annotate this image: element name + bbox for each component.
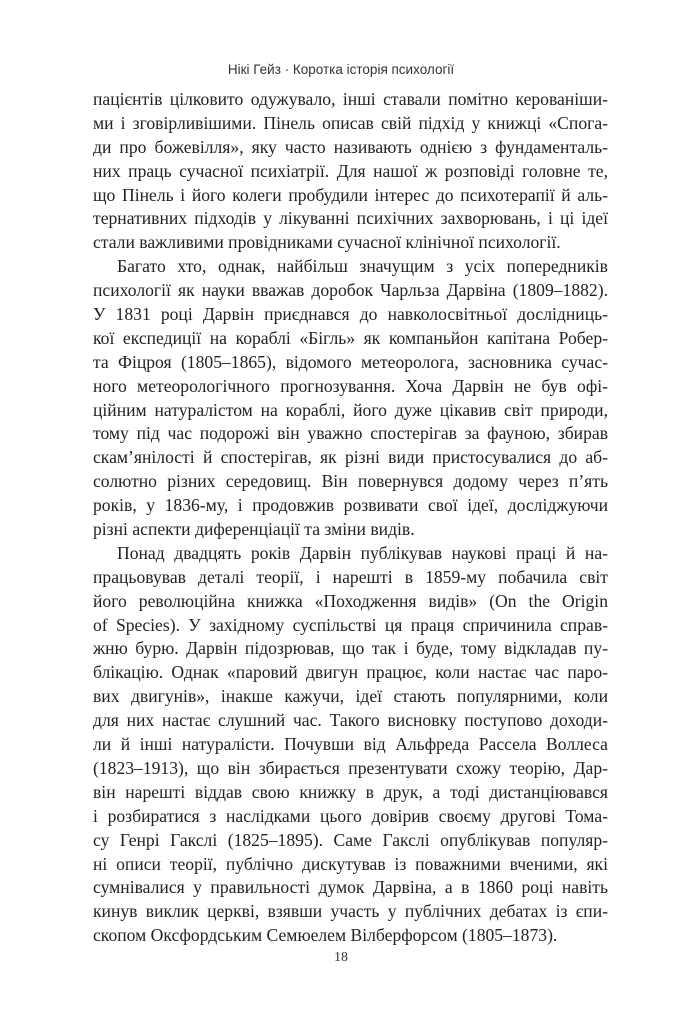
text-line: ні описи теорії, публічно дискутував із поважними вченими, які — [93, 853, 608, 874]
text-line: солютно різних середовищ. Він повернувся додому через п’ять — [93, 471, 608, 492]
running-header: Нікі Гейз · Коротка історія психології — [227, 62, 455, 77]
text-line: вих двигунів», інакше кажучи, ідеї стають популярними, коли — [93, 686, 608, 707]
text-line: кинув виклик церкві, взявши участь у публічних дебатах із єпи- — [93, 901, 608, 922]
text-line: кої експедиції на кораблі «Бігль» як компаньйон капітана Робер- — [93, 327, 608, 348]
text-line: для них настає слушний час. Такого висновку поступово доходи- — [93, 710, 608, 731]
text-line: стали важливими провідниками сучасної клінічної психології. — [93, 232, 561, 253]
paragraph — [93, 542, 608, 948]
text-line: різні аспекти диференціації та зміни видів. — [93, 519, 415, 540]
text-line: жню бурю. Дарвін підозрював, що так і буде, тому відкладав пу- — [93, 638, 608, 659]
paragraph — [93, 255, 608, 542]
text-line: Багато хто, однак, найбільш значущим з усіх попередників — [117, 256, 608, 277]
text-line: років, у 1836-му, і продовжив розвивати свої ідеї, досліджуючи — [93, 495, 608, 516]
text-line: пацієнтів цілковито одужувало, інші ставали помітно керованіши- — [93, 89, 608, 109]
text-line: скопом Оксфордським Семюелем Вілберфорсом (1805–1873). — [93, 925, 558, 946]
text-line: ційним натуралістом на кораблі, його дуже цікавив світ природи, — [93, 399, 608, 420]
text-line: тому під час подорожі він уважно спостерігав за фауною, збирав — [93, 423, 608, 444]
text-line: ного метеорологічного прогнозування. Хоча Дарвін не був офі- — [93, 375, 608, 396]
text-line: ли й інші натуралісти. Почувши від Альфреда Рассела Воллеса — [93, 734, 608, 755]
text-line: психології як науки вважав доробок Чарльза Дарвіна (1809–1882). — [93, 280, 608, 301]
paragraph — [93, 88, 608, 255]
text-line: та Фіцроя (1805–1865), відомого метеоролога, засновника сучас- — [93, 351, 608, 372]
text-line: них праць сучасної психіатрії. Для нашої ж розповіді головне те, — [93, 160, 608, 181]
text-line: of Species). У західному суспільстві ця праця спричинила справ- — [93, 614, 608, 635]
body-text — [93, 88, 608, 948]
text-line: його революційна книжка «Походження видів» (On the Origin — [93, 590, 608, 611]
text-line: су Генрі Гакслі (1825–1895). Саме Гакслі опублікував популяр- — [93, 829, 608, 850]
text-line: У 1831 році Дарвін приєднався до навколосвітньої дослідниць- — [93, 304, 608, 325]
text-line: він нарешті віддав свою книжку в друк, а тоді дистанціювався — [93, 781, 608, 802]
text-line: що Пінель і його колеги пробудили інтерес до психотерапії й аль- — [93, 184, 608, 205]
text-line: працьовував деталі теорії, і нарешті в 1859-му побачила світ — [93, 566, 608, 587]
text-line: тернативних підходів у лікуванні психічних захворювань, і ці ідеї — [93, 208, 608, 229]
text-line: (1823–1913), що він збирається презентувати схожу теорію, Дар- — [93, 757, 608, 778]
text-line: скам’янілості й спостерігав, як різні види пристосувалися до аб- — [93, 447, 608, 468]
text-line: блікацію. Однак «паровий двигун працює, коли настає час паро- — [93, 662, 608, 683]
page-number: 18 — [334, 950, 348, 965]
text-line: і розбиратися з наслідками цього довірив своєму другові Тома- — [93, 805, 608, 826]
text-line: Понад двадцять років Дарвін публікував наукові праці й на- — [117, 542, 608, 563]
text-line: ди про божевілля», яку часто називають однією з фундаменталь- — [93, 136, 608, 157]
text-line: ми і зговірливішими. Пінель описав свій підхід у книжці «Спога- — [93, 112, 608, 133]
text-line: сумнівалися у правильності думок Дарвіна, а в 1860 році навіть — [93, 877, 608, 898]
